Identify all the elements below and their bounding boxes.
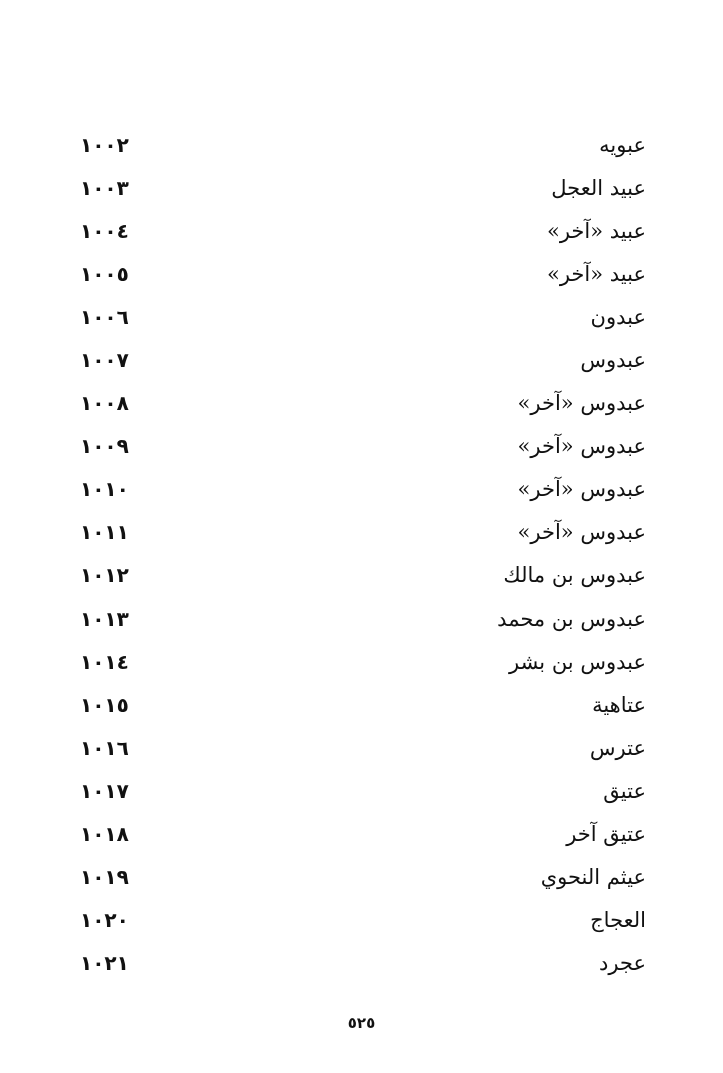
entry-number: ١٠١٠	[80, 477, 129, 502]
entry-number: ١٠٢١	[80, 950, 129, 975]
entry-name: عتيق آخر	[566, 821, 646, 846]
entry-name: عبيد «آخر»	[546, 219, 646, 244]
entry-name: عبيد «آخر»	[546, 262, 646, 287]
page-number: ٥٢٥	[347, 1014, 376, 1032]
entry-name: عبدوس بن محمد	[497, 606, 646, 631]
index-entry	[72, 255, 652, 298]
entry-number: ١٠٠٣	[80, 176, 129, 201]
index-entry	[72, 126, 652, 169]
index-entry	[72, 427, 652, 470]
entry-number: ١٠١١	[80, 520, 129, 545]
index-entry	[72, 169, 652, 212]
entry-number: ١٠٠٧	[80, 348, 129, 373]
entry-name: عبدوس بن بشر	[508, 649, 646, 674]
entry-name: عيثم النحوي	[540, 864, 646, 889]
entry-name: عبويه	[599, 133, 646, 157]
entry-name: عبدوس «آخر»	[517, 520, 646, 545]
index-list	[72, 126, 652, 987]
entry-number: ١٠٠٦	[80, 305, 129, 330]
index-entry	[72, 729, 652, 772]
entry-name: عبدوس	[580, 348, 646, 373]
entry-name: عبيد العجل	[551, 176, 646, 201]
index-entry	[72, 556, 652, 599]
entry-name: عبدوس «آخر»	[517, 477, 646, 502]
index-entry	[72, 384, 652, 427]
entry-number: ١٠٢٠	[80, 907, 129, 932]
index-entry	[72, 341, 652, 384]
index-entry	[72, 858, 652, 901]
index-entry	[72, 212, 652, 255]
entry-number: ١٠٠٨	[80, 391, 129, 416]
index-entry	[72, 944, 652, 987]
index-entry	[72, 298, 652, 341]
entry-number: ١٠٠٤	[80, 219, 129, 244]
entry-number: ١٠١٨	[80, 821, 129, 846]
entry-name: عبدوس بن مالك	[503, 563, 646, 588]
entry-number: ١٠١٤	[80, 649, 129, 674]
entry-name: عتاهية	[592, 692, 646, 717]
entry-name: عبدوس «آخر»	[517, 434, 646, 459]
entry-name: عتيق	[603, 778, 646, 803]
index-entry	[72, 815, 652, 858]
entry-number: ١٠٠٥	[80, 262, 129, 287]
index-entry	[72, 600, 652, 643]
entry-number: ١٠٠٢	[80, 133, 129, 157]
entry-number: ١٠٠٩	[80, 434, 129, 459]
index-entry	[72, 470, 652, 513]
index-entry	[72, 643, 652, 686]
index-entry	[72, 513, 652, 556]
entry-name: عبدوس «آخر»	[517, 391, 646, 416]
entry-number: ١٠١٣	[80, 606, 129, 631]
entry-number: ١٠١٦	[80, 735, 129, 760]
index-entry	[72, 901, 652, 944]
entry-name: عجرد	[598, 950, 646, 975]
entry-name: العجاج	[590, 907, 646, 932]
entry-number: ١٠١٧	[80, 778, 129, 803]
entry-name: عبدون	[590, 305, 646, 330]
entry-name: عترس	[589, 735, 646, 760]
entry-number: ١٠١٢	[80, 563, 129, 588]
index-entry	[72, 686, 652, 729]
index-entry	[72, 772, 652, 815]
entry-number: ١٠١٥	[80, 692, 129, 717]
entry-number: ١٠١٩	[80, 864, 129, 889]
